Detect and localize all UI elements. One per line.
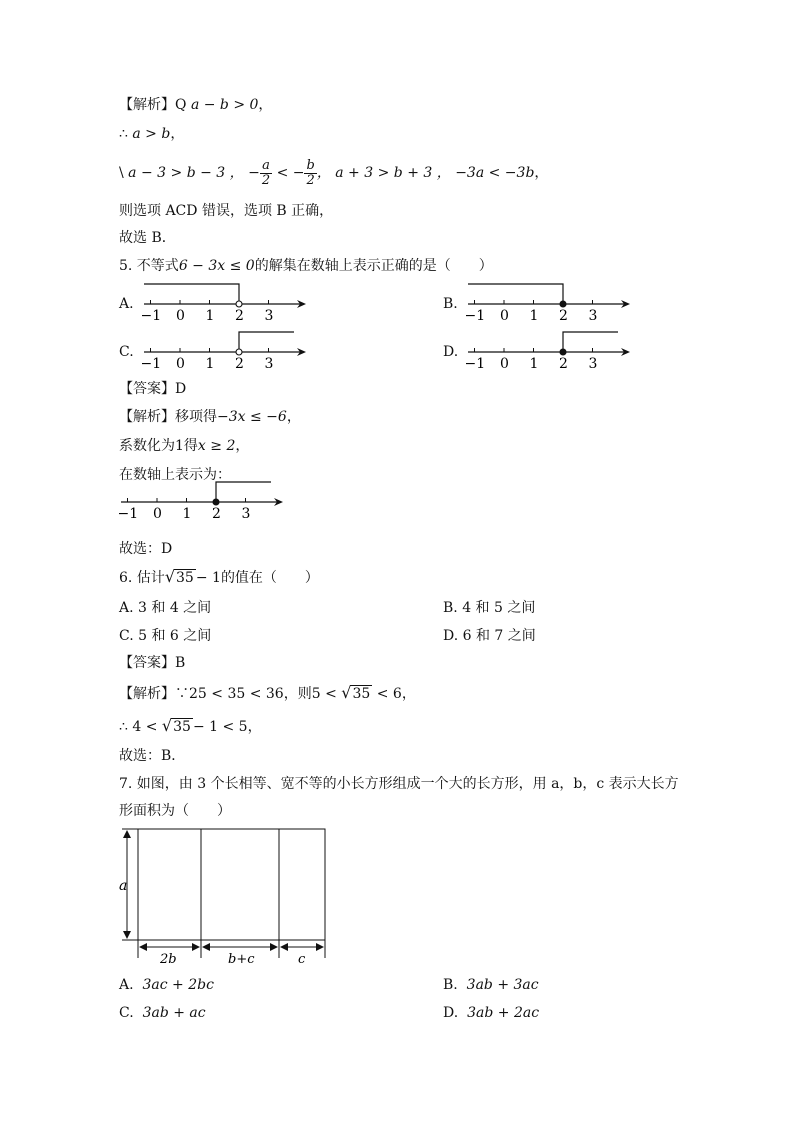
tick-label: 3	[588, 356, 598, 372]
q4-analysis-line-2: ∴ a > b，	[119, 126, 185, 142]
q5-analysis-line-1: 【解析】移项得−3x ≤ −6，	[119, 409, 301, 425]
closed-point	[560, 349, 566, 355]
q6-choose: 故选：B．	[119, 748, 186, 764]
q5-analysis-line-3: 在数轴上表示为：	[119, 467, 231, 483]
tick-label: −1	[117, 506, 139, 522]
tick-label: 0	[500, 356, 509, 372]
q7-option-c: C. 3ab + ac	[119, 1005, 206, 1021]
q4-analysis-line-1: 【解析】Q a − b > 0，	[119, 97, 273, 113]
q5-option-d-label: D.	[443, 344, 459, 360]
tick-label: 2	[235, 308, 244, 324]
fraction-b-over-2: $\frac{b}{2}$	[306, 157, 315, 188]
q5-choose: 故选：D	[119, 541, 173, 557]
tick-label: 2	[559, 308, 568, 324]
tick-label: 0	[176, 356, 185, 372]
q5-option-a-label: A.	[119, 296, 134, 312]
q7-option-d: D. 3ab + 2ac	[443, 1005, 540, 1021]
tick-label: 3	[264, 356, 274, 372]
tick-label: 1	[529, 356, 539, 372]
open-point	[236, 349, 242, 355]
q5-solution-number-line	[117, 480, 287, 524]
q6-answer: 【答案】B	[119, 655, 186, 671]
q5-analysis-line-2: 系数化为1得x ≥ 2，	[119, 438, 250, 454]
dimension-c-label: c	[298, 952, 306, 967]
tick-label: 2	[235, 356, 244, 372]
tick-label: 1	[529, 308, 539, 324]
q6-option-d: D. 6 和 7 之间	[443, 628, 536, 644]
q6-analysis-line-2: ∴ 4 < √35 − 1 < 5，	[119, 716, 262, 735]
dimension-b-plus-c-label: b+c	[228, 952, 255, 967]
sqrt-icon: √	[161, 716, 173, 735]
q4-analysis-line-3: \ a − 3 > b − 3 ， − $\frac{a}{2}$ < − $\frac{b}{2}$ ， a + 3 > b + 3 ， −3a < −3b，	[119, 157, 549, 188]
closed-point	[560, 301, 566, 307]
q7-option-a: A. 3ac + 2bc	[119, 977, 214, 993]
tick-label: 3	[241, 506, 251, 522]
q5-answer: 【答案】D	[119, 381, 187, 397]
q5-option-b-label: B.	[443, 296, 458, 312]
q5-number-line-b	[464, 282, 634, 326]
tick-label: 3	[588, 308, 598, 324]
tick-label: −1	[140, 356, 162, 372]
fraction-a-over-2: $\frac{a}{2}$	[261, 157, 271, 188]
sqrt-icon: √	[341, 683, 352, 702]
tick-label: −1	[464, 308, 486, 324]
tick-label: 1	[182, 506, 192, 522]
q7-stem-line-2: 形面积为（ ）	[119, 803, 231, 819]
q7-option-b: B. 3ab + 3ac	[443, 977, 539, 993]
sqrt-icon: √	[164, 567, 176, 586]
solution-ray	[144, 284, 239, 304]
tick-label: 3	[264, 308, 274, 324]
q4-choose: 故选 B．	[119, 230, 176, 246]
q7-rectangle-figure	[114, 826, 334, 968]
analysis-tag: 【解析】	[119, 97, 175, 113]
tick-label: 0	[153, 506, 162, 522]
q6-option-a: A. 3 和 4 之间	[119, 600, 212, 616]
tick-label: 0	[176, 308, 185, 324]
q5-option-c-label: C.	[119, 344, 134, 360]
q6-option-b: B. 4 和 5 之间	[443, 600, 536, 616]
q7-stem-line-1: 7. 如图，由 3 个长相等、宽不等的小长方形组成一个大的长方形，用 a，b，c 表示大长方	[119, 776, 679, 792]
q6-analysis-line-1: 【解析】∵25 < 35 < 36，则5 < √35 < 6，	[119, 683, 416, 702]
q5-number-line-d	[464, 330, 634, 374]
q6-option-c: C. 5 和 6 之间	[119, 628, 212, 644]
dimension-2b-label: 2b	[160, 952, 177, 967]
big-rectangle	[138, 829, 325, 940]
q5-number-line-a	[140, 282, 310, 326]
q6-stem: 6. 估计√35 − 1的值在（ ）	[119, 567, 319, 586]
tick-label: −1	[464, 356, 486, 372]
solution-ray	[563, 332, 618, 352]
solution-ray	[239, 332, 294, 352]
q4-conclusion: 则选项 ACD 错误，选项 B 正确，	[119, 203, 334, 219]
closed-point	[213, 499, 219, 505]
tick-label: 0	[500, 308, 509, 324]
solution-ray	[216, 482, 271, 502]
tick-label: 2	[212, 506, 221, 522]
solution-ray	[468, 284, 563, 304]
open-point	[236, 301, 242, 307]
tick-label: 1	[205, 356, 215, 372]
q5-number-line-c	[140, 330, 310, 374]
dimension-a-label: a	[119, 878, 128, 894]
tick-label: −1	[140, 308, 162, 324]
tick-label: 1	[205, 308, 215, 324]
q5-stem: 5. 不等式6 − 3x ≤ 0的解集在数轴上表示正确的是（ ）	[119, 258, 493, 274]
tick-label: 2	[559, 356, 568, 372]
